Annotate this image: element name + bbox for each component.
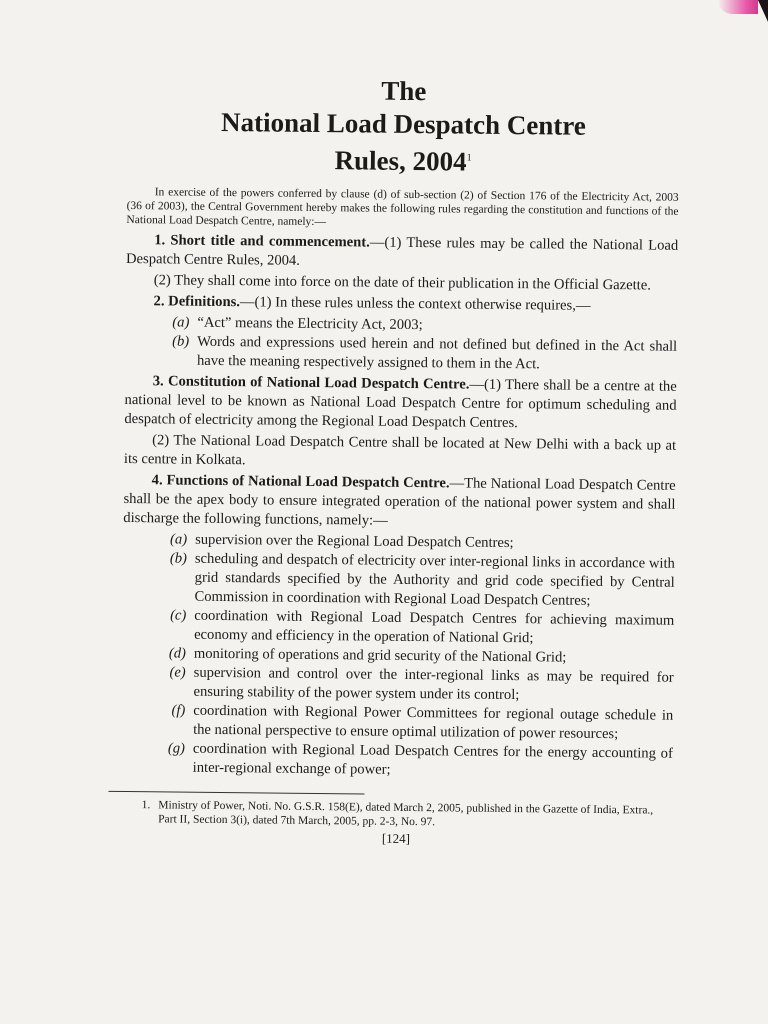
item-label: (g) (167, 740, 186, 757)
item-label: (e) (169, 664, 186, 681)
title-line-3: Rules, 2004 (334, 145, 467, 177)
item-label: (b) (169, 550, 187, 567)
page-corner-pink-mark (718, 0, 758, 14)
item-text: Words and expressions used herein and not defined but defined in the Act shall have the meaning respectively assigned to them in the Act. (196, 333, 678, 373)
item-text: supervision over the Regional Load Despatch Centres; (195, 531, 514, 552)
rule-1-sub-2: (2) They shall come into force on the date of their publication in the Official Gazette. (153, 272, 651, 294)
title-line-2: National Load Despatch Centre (220, 106, 586, 141)
rule-1-heading: 1. Short title and commencement. (154, 232, 370, 251)
definitions-list (125, 313, 678, 376)
footnote-number: 1. (141, 799, 151, 812)
rule-2-text: —(1) In these rules unless the context otherwise requires,— (239, 294, 591, 314)
item-label: (a) (169, 531, 188, 548)
item-label: (b) (172, 333, 190, 350)
list-item (122, 606, 674, 650)
item-label: (d) (168, 645, 186, 662)
footnote-text: Ministry of Power, Noti. No. G.S.R. 158(E), dated March 2, 2005, published in the Gazette of India, Extra., Part II, Section 3(i), dated 7th March, 2005, pp. 2-3, No. 97. (158, 799, 654, 829)
rule-3 (124, 372, 677, 435)
item-label: (a) (172, 314, 190, 331)
footnote (120, 798, 672, 832)
list-item (121, 739, 673, 783)
item-text: monitoring of operations and grid security of the National Grid; (193, 645, 567, 666)
list-item (122, 549, 675, 612)
rule-2-heading: 2. Definitions. (153, 293, 241, 311)
rule-1 (126, 231, 678, 275)
footnote-divider (108, 791, 364, 795)
title-line-1: The (381, 75, 427, 107)
rule-3-sub-2: (2) The National Load Despatch Centre shall be located at New Delhi with a back up at its centre in Kolkata. (123, 432, 677, 469)
document-page (120, 72, 680, 850)
rule-4 (123, 471, 676, 534)
item-text: coordination with Regional Power Committees for regional outage schedule in the national perspective to ensure optimal utilization of power resources; (193, 702, 674, 743)
functions-list (121, 530, 676, 783)
rule-4-text: —The National Load Despatch Centre shall be the apex body to ensure integrated operation of the national power system and shall discharge the following functions, namely:— (123, 475, 676, 529)
item-label: (c) (170, 607, 187, 624)
rule-1-text: —(1) These rules may be called the National Load Despatch Centre Rules, 2004. (125, 234, 679, 269)
item-text: “Act” means the Electricity Act, 2003; (197, 314, 423, 334)
list-item (121, 701, 673, 745)
page-corner-dark-mark (758, 0, 768, 22)
preamble: In exercise of the powers conferred by clause (d) of sub-section (2) of Section 176 of the Electricity Act, 2003 (36 of 2003), the Central Government hereby makes the following rules regarding the constitution and functions of the National Load Despatch Centre, namely:— (126, 186, 679, 229)
list-item (121, 663, 673, 707)
title-footnote-mark: 1 (466, 152, 472, 164)
list-item (125, 332, 677, 376)
rule-4-heading: 4. Functions of National Load Despatch Centre. (151, 472, 450, 492)
rule-3-heading: 3. Constitution of National Load Despatch Centre. (152, 373, 470, 393)
rule-3-text: —(1) There shall be a centre at the national level to be known as National Load Despatch Centre for optimum scheduling and despatch of electricity among the Regional Load Despatch Centres. (124, 376, 677, 432)
page-number: [124] (381, 830, 411, 846)
item-text: coordination with Regional Load Despatch Centres for achieving maximum economy and efficiency in the operation of National Grid; (194, 607, 675, 647)
item-label: (f) (171, 702, 186, 719)
item-text: supervision and control over the inter-regional links as may be required for ensuring stability of the power system under its control; (193, 664, 674, 704)
item-text: coordination with Regional Load Despatch Centres for the energy accounting of inter-regional exchange of power; (192, 740, 673, 778)
item-text: scheduling and despatch of electricity over inter-regional links in accordance with grid standards specified by the Authority and grid code specified by Central Commission in coordination with Regional Load Despatch Centres; (194, 550, 675, 609)
document-title (127, 72, 680, 181)
